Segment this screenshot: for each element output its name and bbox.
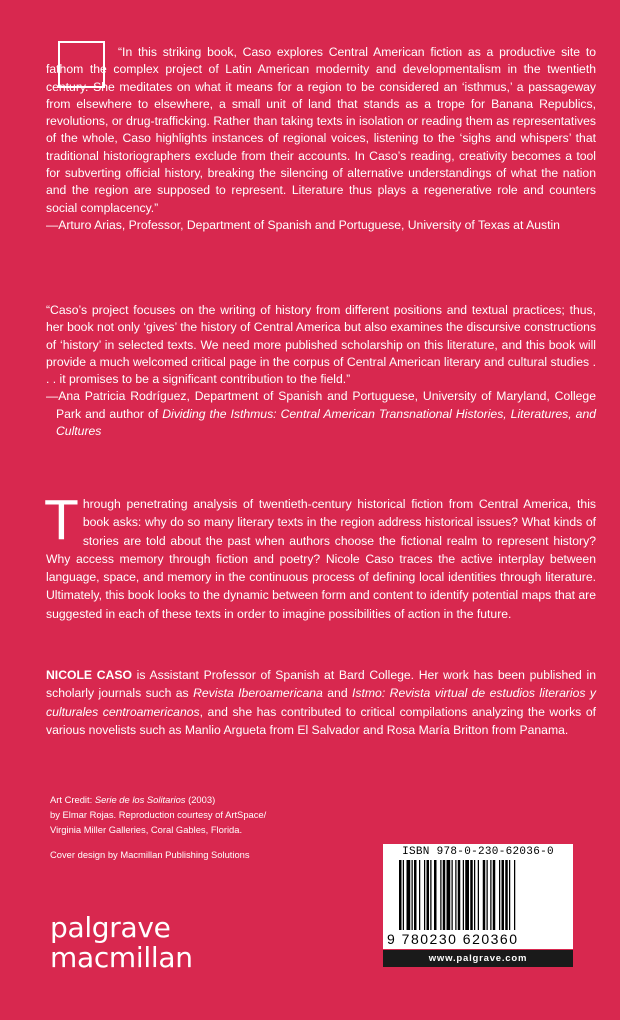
publisher-website: www.palgrave.com (383, 950, 573, 967)
barcode-bars (399, 860, 559, 930)
barcode-bar (458, 860, 461, 930)
logo-line-palgrave: palgrave (50, 911, 171, 944)
barcode-bar (414, 860, 417, 930)
barcode-bar (427, 860, 430, 930)
bio-text: and (322, 686, 353, 701)
quote-block-2 (46, 302, 596, 440)
isbn-label: ISBN 978-0-230-62036-0 (402, 846, 554, 858)
barcode-bar (505, 860, 508, 930)
description-text: hrough penetrating analysis of twentieth-century historical fiction from Central America, this book asks: why do so many literary texts in the region address historical issues? What kinds of stories are told about the past when authors choose the fictional realm to represent history? Why access memory through fiction and poetry? Nicole Caso traces the active interplay between language, space, and memory in the continuous process of defining local identities through literature. Ultimately, this book looks to the dynamic between form and content to identify potential maps that are suggested in each of these texts in order to imagine possibilities of action in the future. (46, 497, 596, 621)
barcode-bar (412, 860, 413, 930)
attribution-text: —Ana Patricia Rodríguez, Department of Spanish and Portuguese, University of Maryland, College Park and author of (46, 389, 596, 421)
barcode-bar (470, 860, 473, 930)
barcode-bar (493, 860, 496, 930)
barcode-bar (399, 860, 402, 930)
quote-text: “Caso’s project focuses on the writing of history from different positions and textual practices; thus, her book not only ‘gives’ the history of Central America but also examines the discursive constructions of ‘history’ in selected texts. We need more published scholarship on this literature, and this book will provide a much welcomed critical page in the corpus of Central American literary and cultural studies . . . it promises to be a significant contribution to the field.” (46, 303, 596, 387)
cover-design-credit: Cover design by Macmillan Publishing Solutions (50, 849, 250, 860)
artwork-title: Serie de los Solitarios (94, 794, 186, 805)
barcode-bar (424, 860, 425, 930)
logo-line-macmillan: macmillan (50, 941, 193, 974)
barcode-bar (455, 860, 456, 930)
credit-year: (2003) (185, 794, 216, 805)
barcode-bar (499, 860, 500, 930)
barcode-number: 9 780230 620360 (387, 931, 519, 947)
barcode-bar (463, 860, 464, 930)
barcode-bar (487, 860, 488, 930)
barcode-bar (447, 860, 451, 930)
barcode-bar (478, 860, 479, 930)
bio-text: , and she has contributed to critical compilations analyzing the works of various novelists such as Manlio Argueta from El Salvador and Rosa María Britton from Panama. (46, 704, 596, 737)
barcode-bar (452, 860, 453, 930)
barcode-bar (419, 860, 420, 930)
quote-block-1 (46, 44, 596, 234)
barcode-bar (403, 860, 404, 930)
barcode-bar (434, 860, 437, 930)
publisher-logo (50, 913, 193, 973)
barcode-bar (474, 860, 475, 930)
journal-title: Revista Iberoamericana (193, 686, 323, 701)
quote-attribution (46, 388, 596, 440)
barcode-bar (502, 860, 505, 930)
isbn-barcode (383, 844, 573, 949)
journal-title: Istmo: Revista virtual de estudios literarios y culturales centroamericanos (46, 686, 597, 719)
quote-text: “In this striking book, Caso explores Central American fiction as a productive site to fathom the complex project of Latin American modernity and developmentalism in the twentieth century. She meditates on what it means for a region to be considered an ‘isthmus,’ a passageway from elsewhere to elsewhere, a small unit of land that stands as a trope for Banana Republics, revolutions, or drug-trafficking. Rather than taking texts in isolation or reading them as representatives of the whole, Caso highlights instances of regional voices, listening to the ‘sighs and whispers’ that traditional historiographers exclude from their accounts. In Caso’s reading, creativity becomes a tool for subverting official history, breaking the silencing of alternative understandings of what the nation and the region are supposed to represent. Literature thus plays a regenerative role and counters social complacency.” (46, 45, 596, 215)
barcode-bar (483, 860, 486, 930)
barcode-bar (430, 860, 431, 930)
attribution-book-title: Dividing the Isthmus: Central American Transnational Histories, Literatures, and Cultures (56, 406, 596, 439)
barcode-bar (407, 860, 411, 930)
drop-cap: T (44, 488, 79, 552)
barcode-bar (490, 860, 491, 930)
credit-line: by Elmar Rojas. Reproduction courtesy of ArtSpace/ (50, 809, 267, 820)
credit-line: Virginia Miller Galleries, Coral Gables, Florida. (50, 824, 243, 835)
art-credit (50, 792, 350, 837)
credit-label: Art Credit: (50, 794, 95, 805)
barcode-bar (443, 860, 446, 930)
barcode-bar (440, 860, 441, 930)
barcode-bar (465, 860, 469, 930)
barcode-bar (509, 860, 510, 930)
barcode-bar (514, 860, 515, 930)
author-bio (46, 666, 596, 739)
author-name: NICOLE CASO (46, 668, 132, 682)
bio-text: is Assistant Professor of Spanish at Bard College. Her work has been published in scholarly journals such as (46, 668, 597, 701)
quote-attribution: —Arturo Arias, Professor, Department of Spanish and Portuguese, University of Texas at Austin (46, 217, 560, 232)
book-description (44, 488, 596, 623)
